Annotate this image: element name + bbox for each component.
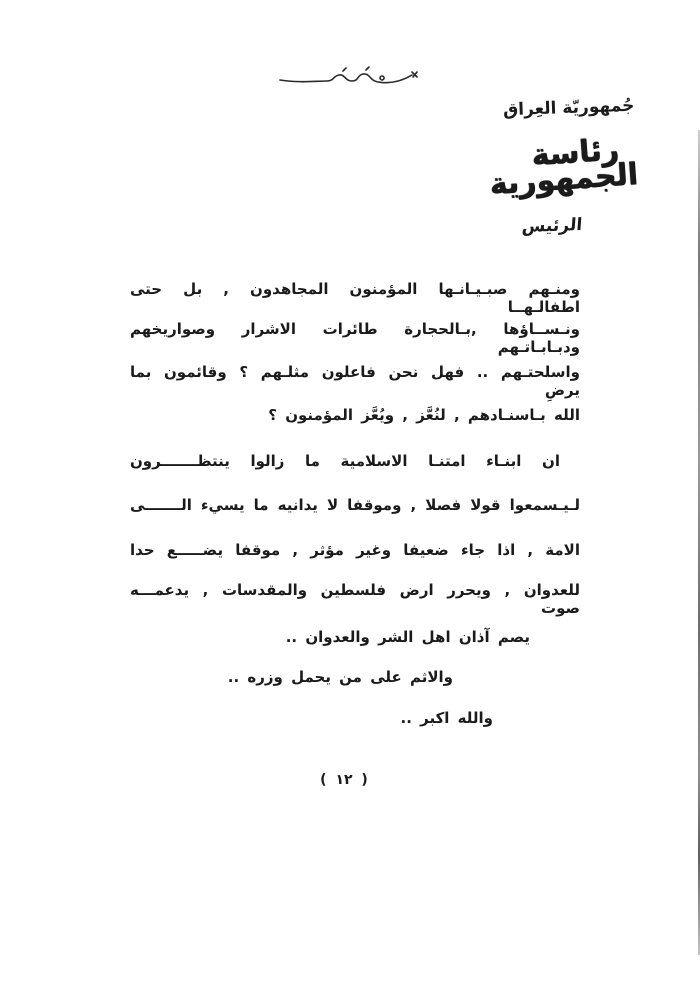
body-line: الله بـاسنـادهم , لنُعَّز , ويُعَّز المؤمنون ؟ [268,406,580,424]
president-title: الرئيس [521,214,583,238]
body-line: واسلحتـهم .. فهل نحن فاعلون مثلـهم ؟ وقائمون بما يرضِ [130,363,580,399]
body-line: والاثم على من يحمل وزره .. [227,668,453,686]
body-line: الامة , اذا جاء ضعيفا وغير مؤثر , موقفا يضـــــع حدا [130,541,580,559]
letterhead-country-name: جُمهوريّة العِراق [502,95,635,121]
body-line: ونـســاؤها ,بـالحجارة طائرات الاشرار وصواريخهم ودبـابـاتـهم [130,320,580,356]
bismillah-handwriting-icon [278,64,420,96]
body-line: للعدوان , ويحرر ارض فلسطين والمقدسات , يدعمـــه صوت [130,581,580,617]
body-line: ان ابنـاء امتنـا الاسلامية ما زالوا ينتظـــــــرون [130,452,560,470]
body-line: ومنـهم صبـيـانـها المؤمنون المجاهدون , بل حتى اطفالـهــا [130,280,580,316]
presidency-calligraphy-emblem: رئاسة الجمهورية [488,132,640,203]
body-line: يصم آذان اهل الشر والعدوان .. [285,628,530,646]
body-line: والله اكبر .. [400,709,493,727]
body-line: لـيـسمعوا قولا فصلا , وموقفا لا يدانيه ما يسيء الـــــــى [130,496,580,514]
page-number: ( ١٢ ) [320,772,368,788]
